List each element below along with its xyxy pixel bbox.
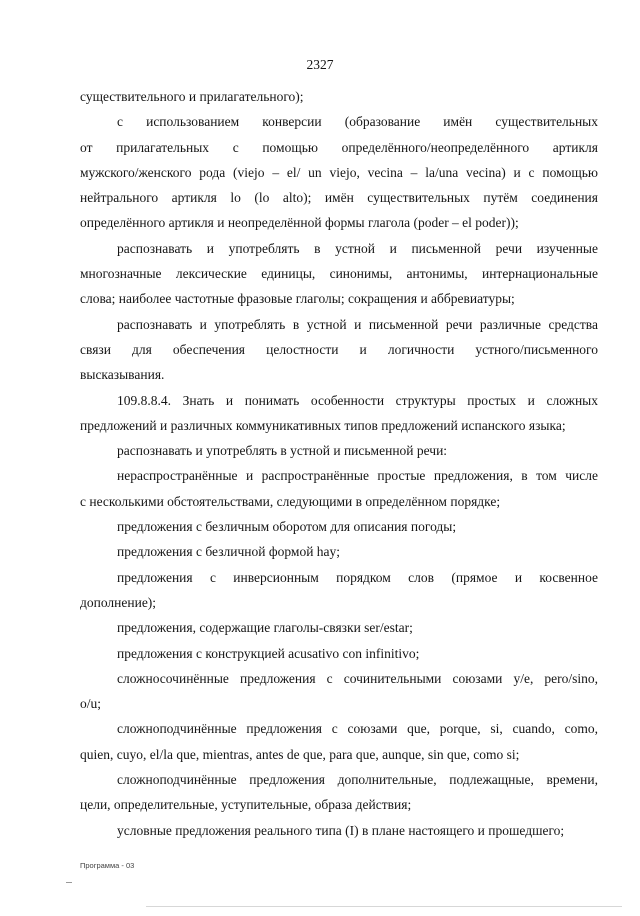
text-line: сложноподчинённые предложения с союзами que, porque, si, cuando, como, <box>117 721 598 737</box>
text-line: предложения с инверсионным порядком слов (прямое и косвенное <box>117 569 598 585</box>
text-line: quien, cuyo, el/la que, mientras, antes de que, para que, aunque, sin que, como si; <box>80 746 520 762</box>
text-line: предложения с безличной формой hay; <box>117 544 341 560</box>
text-line: существительного и прилагательного); <box>80 89 304 104</box>
text-line: цели, определительные, уступительные, образа действия; <box>80 797 412 813</box>
page-number: 2327 <box>306 57 334 72</box>
text-line: распознавать и употреблять в устной и письменной речи: <box>117 443 448 459</box>
text-line: предложения, содержащие глаголы-связки ser/estar; <box>117 620 413 636</box>
text-line: o/u; <box>80 696 102 712</box>
text-line: слова; наиболее частотные фразовые глаголы; сокращения и аббревиатуры; <box>80 291 515 307</box>
text-line: от прилагательных с помощью определённого/неопределённого артикля <box>80 139 598 155</box>
text-line: определённого артикля и неопределённой формы глагола (poder – el poder)); <box>80 215 519 231</box>
text-line: многозначные лексические единицы, синонимы, антонимы, интернациональные <box>80 266 598 282</box>
text-line: предложения с конструкцией acusativo con infinitivo; <box>117 645 420 661</box>
page-footer: Программа - 03 <box>80 861 135 870</box>
text-line: сложносочинённые предложения с сочинительными союзами y/e, pero/sino, <box>117 670 598 686</box>
text-line: распознавать и употреблять в устной и письменной речи изученные <box>117 240 598 256</box>
document-body <box>80 84 598 843</box>
text-line: нейтрального артикля lo (lo alto); имён существительных путём соединения <box>80 190 598 206</box>
text-line: сложноподчинённые предложения дополнительные, подлежащные, времени, <box>117 772 598 788</box>
text-line: предложений и различных коммуникативных типов предложений испанского языка; <box>80 417 566 433</box>
scan-mark <box>66 882 72 883</box>
text-line: с использованием конверсии (образование имён существительных <box>117 114 598 130</box>
text-line: нераспространённые и распространённые простые предложения, в том числе <box>117 468 598 484</box>
scan-edge-line <box>146 906 622 907</box>
text-line: предложения с безличным оборотом для описания погоды; <box>117 519 457 535</box>
text-line: дополнение); <box>80 594 157 610</box>
text-line: мужского/женского рода (viejo – el/ un viejo, vecina – la/una vecina) и с помощью <box>80 164 598 180</box>
text-line: высказывания. <box>80 367 165 383</box>
text-line: условные предложения реального типа (I) в плане настоящего и прошедшего; <box>117 822 565 838</box>
text-line: связи для обеспечения целостности и логичности устного/письменного <box>80 341 598 357</box>
text-line: 109.8.8.4. Знать и понимать особенности структуры простых и сложных <box>117 392 598 408</box>
text-line: распознавать и употреблять в устной и письменной речи различные средства <box>117 316 598 332</box>
text-line: с несколькими обстоятельствами, следующими в определённом порядке; <box>80 493 501 509</box>
